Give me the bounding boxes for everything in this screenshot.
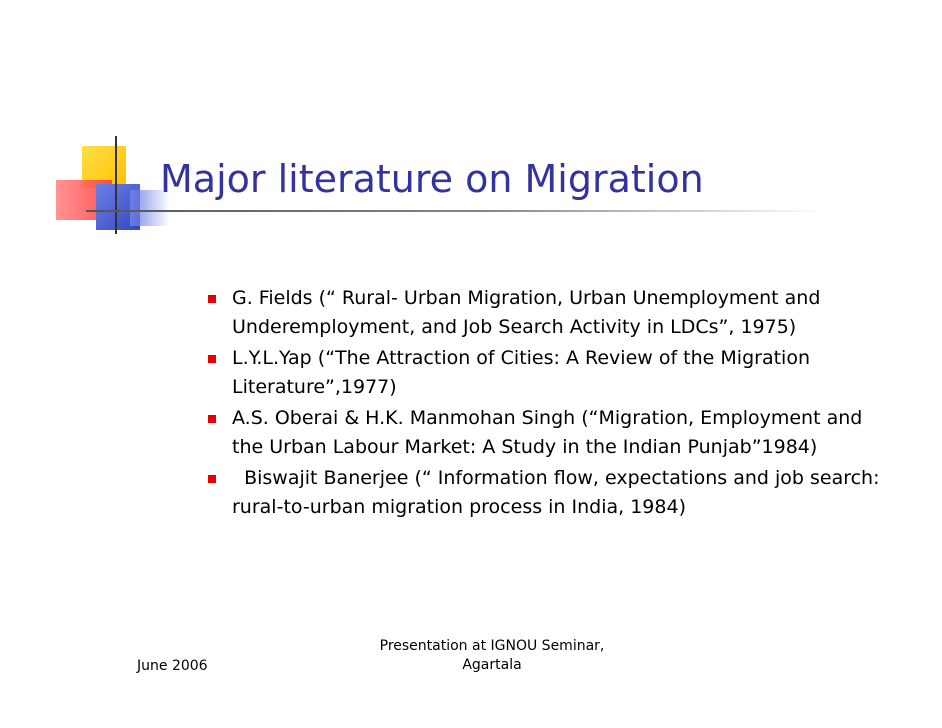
slide-title: Major literature on Migration (160, 157, 704, 201)
footer-presentation (352, 637, 632, 675)
footer-date: June 2006 (137, 658, 208, 674)
decorative-squares (0, 0, 180, 260)
bullet-square-icon (208, 355, 216, 363)
reference-list (200, 284, 890, 524)
reference-text: L.Y.L.Yap (“The Attraction of Cities: A Review of the Migration Literature”,1977) (232, 347, 810, 398)
reference-text: G. Fields (“ Rural- Urban Migration, Urban Unemployment and Underemployment, and Job Search Activity in LDCs”, 1975) (232, 287, 821, 338)
list-item (200, 464, 890, 522)
title-underline (86, 210, 826, 212)
bullet-square-icon (208, 415, 216, 423)
list-item (200, 284, 890, 342)
reference-text: Biswajit Banerjee (“ Information flow, expectations and job search: rural-to-urban migration process in India, 1984) (232, 467, 880, 518)
list-item (200, 344, 890, 402)
bullet-square-icon (208, 475, 216, 483)
footer-presentation-line1: Presentation at IGNOU Seminar, (379, 638, 605, 654)
reference-text: A.S. Oberai & H.K. Manmohan Singh (“Migration, Employment and the Urban Labour Market: A Study in the Indian Punjab”1984) (232, 407, 863, 458)
footer-presentation-line2: Agartala (462, 657, 522, 673)
bullet-square-icon (208, 295, 216, 303)
list-item (200, 404, 890, 462)
